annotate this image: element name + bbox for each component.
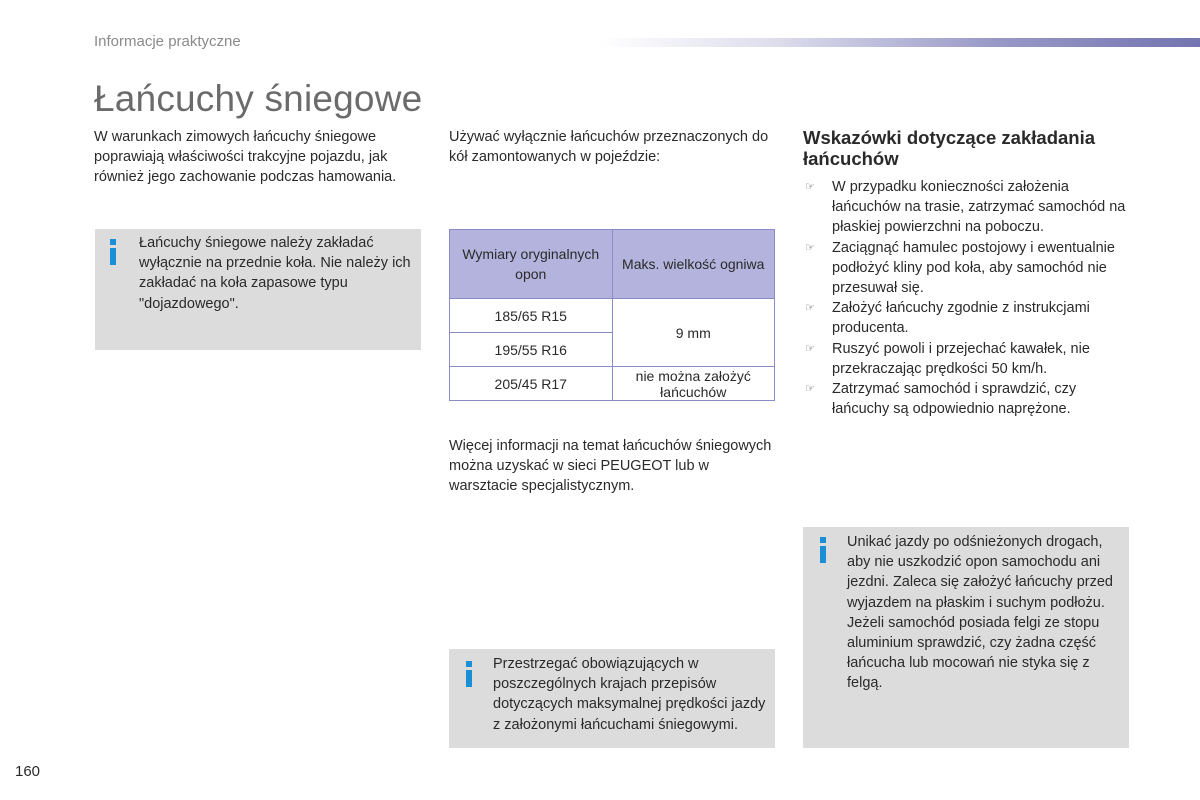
pointing-hand-icon: ☞: [805, 301, 815, 315]
info-box-text: Przestrzegać obowiązujących w poszczególnych krajach przepisów dotyczących maksymalnej prędkości jazdy z założonymi łańcuchami śniegowymi.: [493, 656, 766, 733]
pointing-hand-icon: ☞: [805, 341, 815, 355]
more-info-paragraph: Więcej informacji na temat łańcuchów śniegowych można uzyskać w sieci PEUGEOT lub w warsztacie specjalistycznym.: [449, 438, 772, 495]
list-item: [803, 379, 1133, 419]
table-row: [450, 367, 775, 401]
info-icon: [465, 661, 473, 687]
page-title: Łańcuchy śniegowe: [94, 78, 423, 119]
list-item: [803, 298, 1133, 338]
tip-text: Zatrzymać samochód i sprawdzić, czy łańcuchy są odpowiednio naprężone.: [832, 381, 1077, 418]
tip-text: Ruszyć powoli i przejechać kawałek, nie przekraczając prędkości 50 km/h.: [832, 340, 1090, 377]
table-row: [450, 299, 775, 333]
tip-text: Założyć łańcuchy zgodnie z instrukcjami producenta.: [832, 300, 1090, 337]
table-cell-tire: 195/55 R16: [450, 333, 613, 367]
intro-paragraph: W warunkach zimowych łańcuchy śniegowe poprawiają właściwości trakcyjne pojazdu, jak również jego zachowanie podczas hamowania.: [94, 129, 397, 186]
list-item: [803, 339, 1133, 379]
info-box-cleared-roads: [803, 527, 1129, 748]
pointing-hand-icon: ☞: [805, 382, 815, 396]
tip-text: W przypadku konieczności założenia łańcuchów na trasie, zatrzymać samochód na płaskiej powierzchni na poboczu.: [832, 179, 1126, 236]
table-intro-paragraph: Używać wyłącznie łańcuchów przeznaczonych do kół zamontowanych w pojeździe:: [449, 129, 769, 166]
table-header-link-size: Maks. wielkość ogniwa: [612, 230, 775, 299]
chain-size-table: [449, 229, 775, 401]
page-number: 160: [15, 763, 41, 780]
table-cell-link: nie można założyć łańcuchów: [612, 367, 775, 401]
pointing-hand-icon: ☞: [805, 240, 815, 254]
info-box-text: Łańcuchy śniegowe należy zakładać wyłącznie na przednie koła. Nie należy ich zakładać na koła zapasowe typu "dojazdowego".: [139, 235, 411, 312]
tips-heading: Wskazówki dotyczące zakładania łańcuchów: [803, 127, 1096, 169]
list-item: [803, 177, 1133, 238]
table-header-tire-size: Wymiary oryginalnych opon: [450, 230, 613, 299]
info-icon: [819, 537, 827, 563]
tips-list: [803, 177, 1133, 419]
table-cell-link: 9 mm: [612, 299, 775, 367]
info-box-text: Unikać jazdy po odśnieżonych drogach, aby nie uszkodzić opon samochodu ani jezdni. Zaleca się założyć łańcuchy przed wyjazdem na płaskim i suchym podłożu. Jeżeli samochód posiada felgi ze stopu aluminium sprawdzić, czy żadna część łańcucha lub mocowań nie styka się z felgą.: [847, 534, 1113, 692]
table-cell-tire: 205/45 R17: [450, 367, 613, 401]
info-icon: [109, 239, 117, 265]
table-cell-tire: 185/65 R15: [450, 299, 613, 333]
info-box-speed-limits: [449, 649, 775, 748]
section-label: Informacje praktyczne: [94, 33, 241, 50]
list-item: [803, 238, 1133, 299]
tip-text: Zaciągnąć hamulec postojowy i ewentualnie podłożyć kliny pod koła, aby samochód nie przesuwał się.: [832, 239, 1115, 297]
pointing-hand-icon: ☞: [805, 180, 815, 193]
table-header-row: [450, 230, 775, 299]
header-accent-bar: [600, 38, 1200, 47]
info-box-front-wheels: [95, 229, 421, 350]
